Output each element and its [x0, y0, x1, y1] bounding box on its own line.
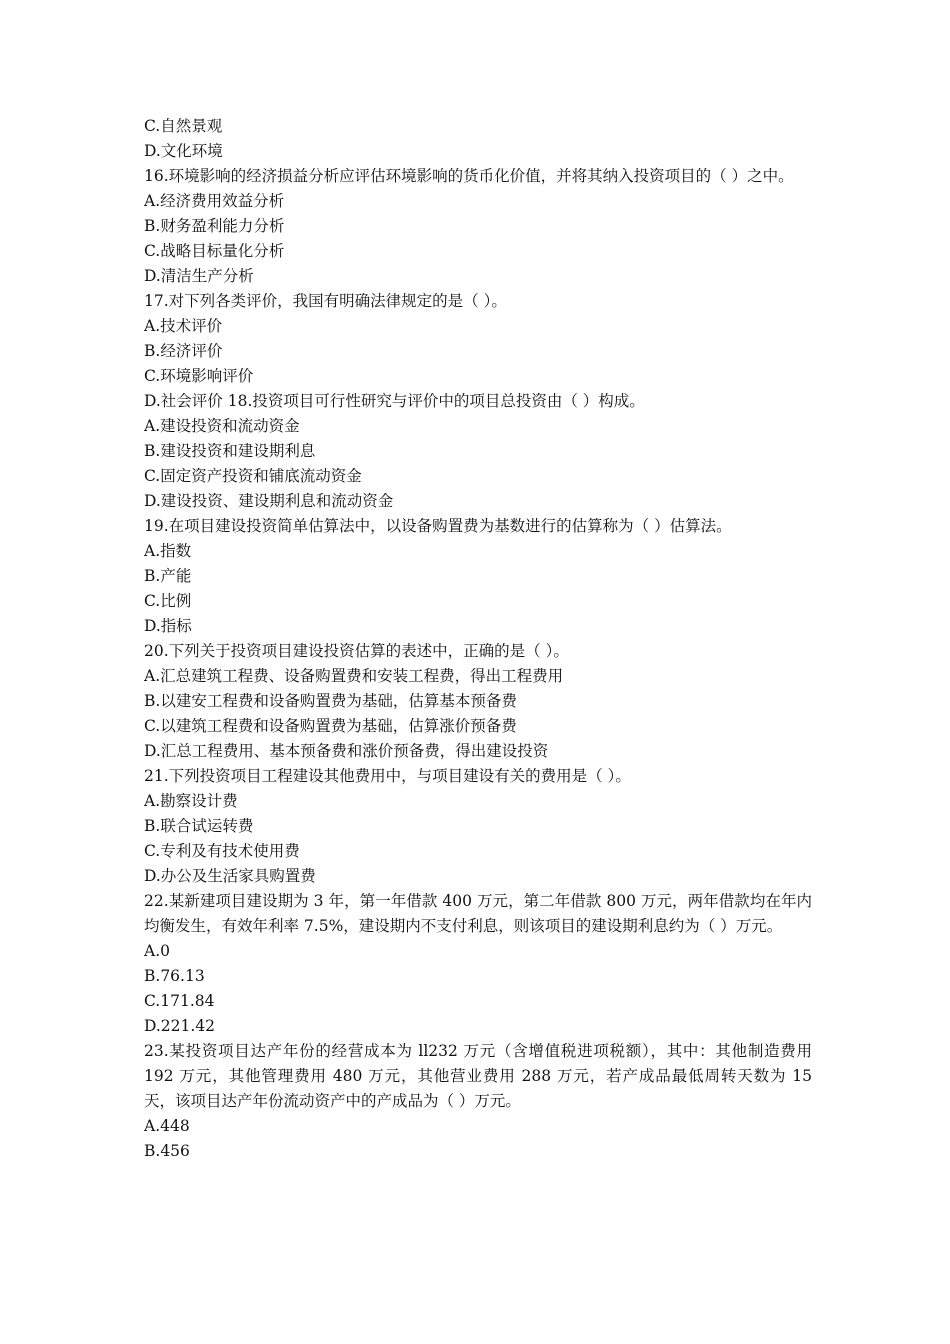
question-paragraph: 16.环境影响的经济损益分析应评估环境影响的货币化价值，并将其纳入投资项目的（ ）之中。 [144, 167, 794, 185]
text-line: B.产能 [144, 567, 192, 585]
text-line: A.勘察设计费 [144, 792, 238, 810]
text-line: C.专利及有技术使用费 [144, 842, 300, 860]
text-line: D.社会评价 18.投资项目可行性研究与评价中的项目总投资由（ ）构成。 [144, 392, 645, 410]
text-line: A.建设投资和流动资金 [144, 417, 300, 435]
text-line: C.比例 [144, 592, 192, 610]
text-line: C.171.84 [144, 992, 215, 1010]
text-line: D.文化环境 [144, 142, 223, 160]
text-line: A.汇总建筑工程费、设备购置费和安装工程费，得出工程费用 [144, 667, 564, 685]
text-line: D.221.42 [144, 1017, 216, 1035]
text-line: B.财务盈利能力分析 [144, 217, 285, 235]
text-line: D.办公及生活家具购置费 [144, 867, 316, 885]
text-line: A.经济费用效益分析 [144, 192, 285, 210]
text-line: 19.在项目建设投资简单估算法中，以设备购置费为基数进行的估算称为（ ）估算法。 [144, 517, 732, 535]
text-line: A.448 [144, 1117, 190, 1135]
text-line: B.建设投资和建设期利息 [144, 442, 316, 460]
text-line: 21.下列投资项目工程建设其他费用中，与项目建设有关的费用是（ ）。 [144, 767, 631, 785]
document-page [144, 114, 812, 1164]
text-line: A.指数 [144, 542, 192, 560]
text-line: B.联合试运转费 [144, 817, 254, 835]
text-line: D.建设投资、建设期利息和流动资金 [144, 492, 394, 510]
text-line: B.456 [144, 1142, 190, 1160]
text-line: C.战略目标量化分析 [144, 242, 285, 260]
text-line: 17.对下列各类评价，我国有明确法律规定的是（ ）。 [144, 292, 507, 310]
text-line: A.技术评价 [144, 317, 223, 335]
text-line: C.以建筑工程费和设备购置费为基础，估算涨价预备费 [144, 717, 517, 735]
text-line: 20.下列关于投资项目建设投资估算的表述中，正确的是（ ）。 [144, 642, 569, 660]
text-line: C.固定资产投资和铺底流动资金 [144, 467, 362, 485]
text-line: B.经济评价 [144, 342, 223, 360]
question-paragraph: 22.某新建项目建设期为 3 年，第一年借款 400 万元，第二年借款 800 万元，两年借款均在年内均衡发生，有效年利率 7.5%，建设期内不支付利息，则该项目的建设期利息约为（ ）万元。 [144, 892, 812, 935]
question-paragraph: 23.某投资项目达产年份的经营成本为 ll232 万元（含增值税进项税额），其中：其他制造费用 192 万元，其他管理费用 480 万元，其他营业费用 288 万元，若产成品最低周转天数为 15 天，该项目达产年份流动资产中的产成品为（ ）万元。 [144, 1042, 812, 1110]
text-line: D.清洁生产分析 [144, 267, 254, 285]
text-line: D.汇总工程费用、基本预备费和涨价预备费，得出建设投资 [144, 742, 549, 760]
text-line: C.自然景观 [144, 117, 223, 135]
text-line: A.0 [144, 942, 170, 960]
text-line: D.指标 [144, 617, 192, 635]
text-line: C.环境影响评价 [144, 367, 254, 385]
text-line: B.以建安工程费和设备购置费为基础，估算基本预备费 [144, 692, 517, 710]
text-line: B.76.13 [144, 967, 205, 985]
